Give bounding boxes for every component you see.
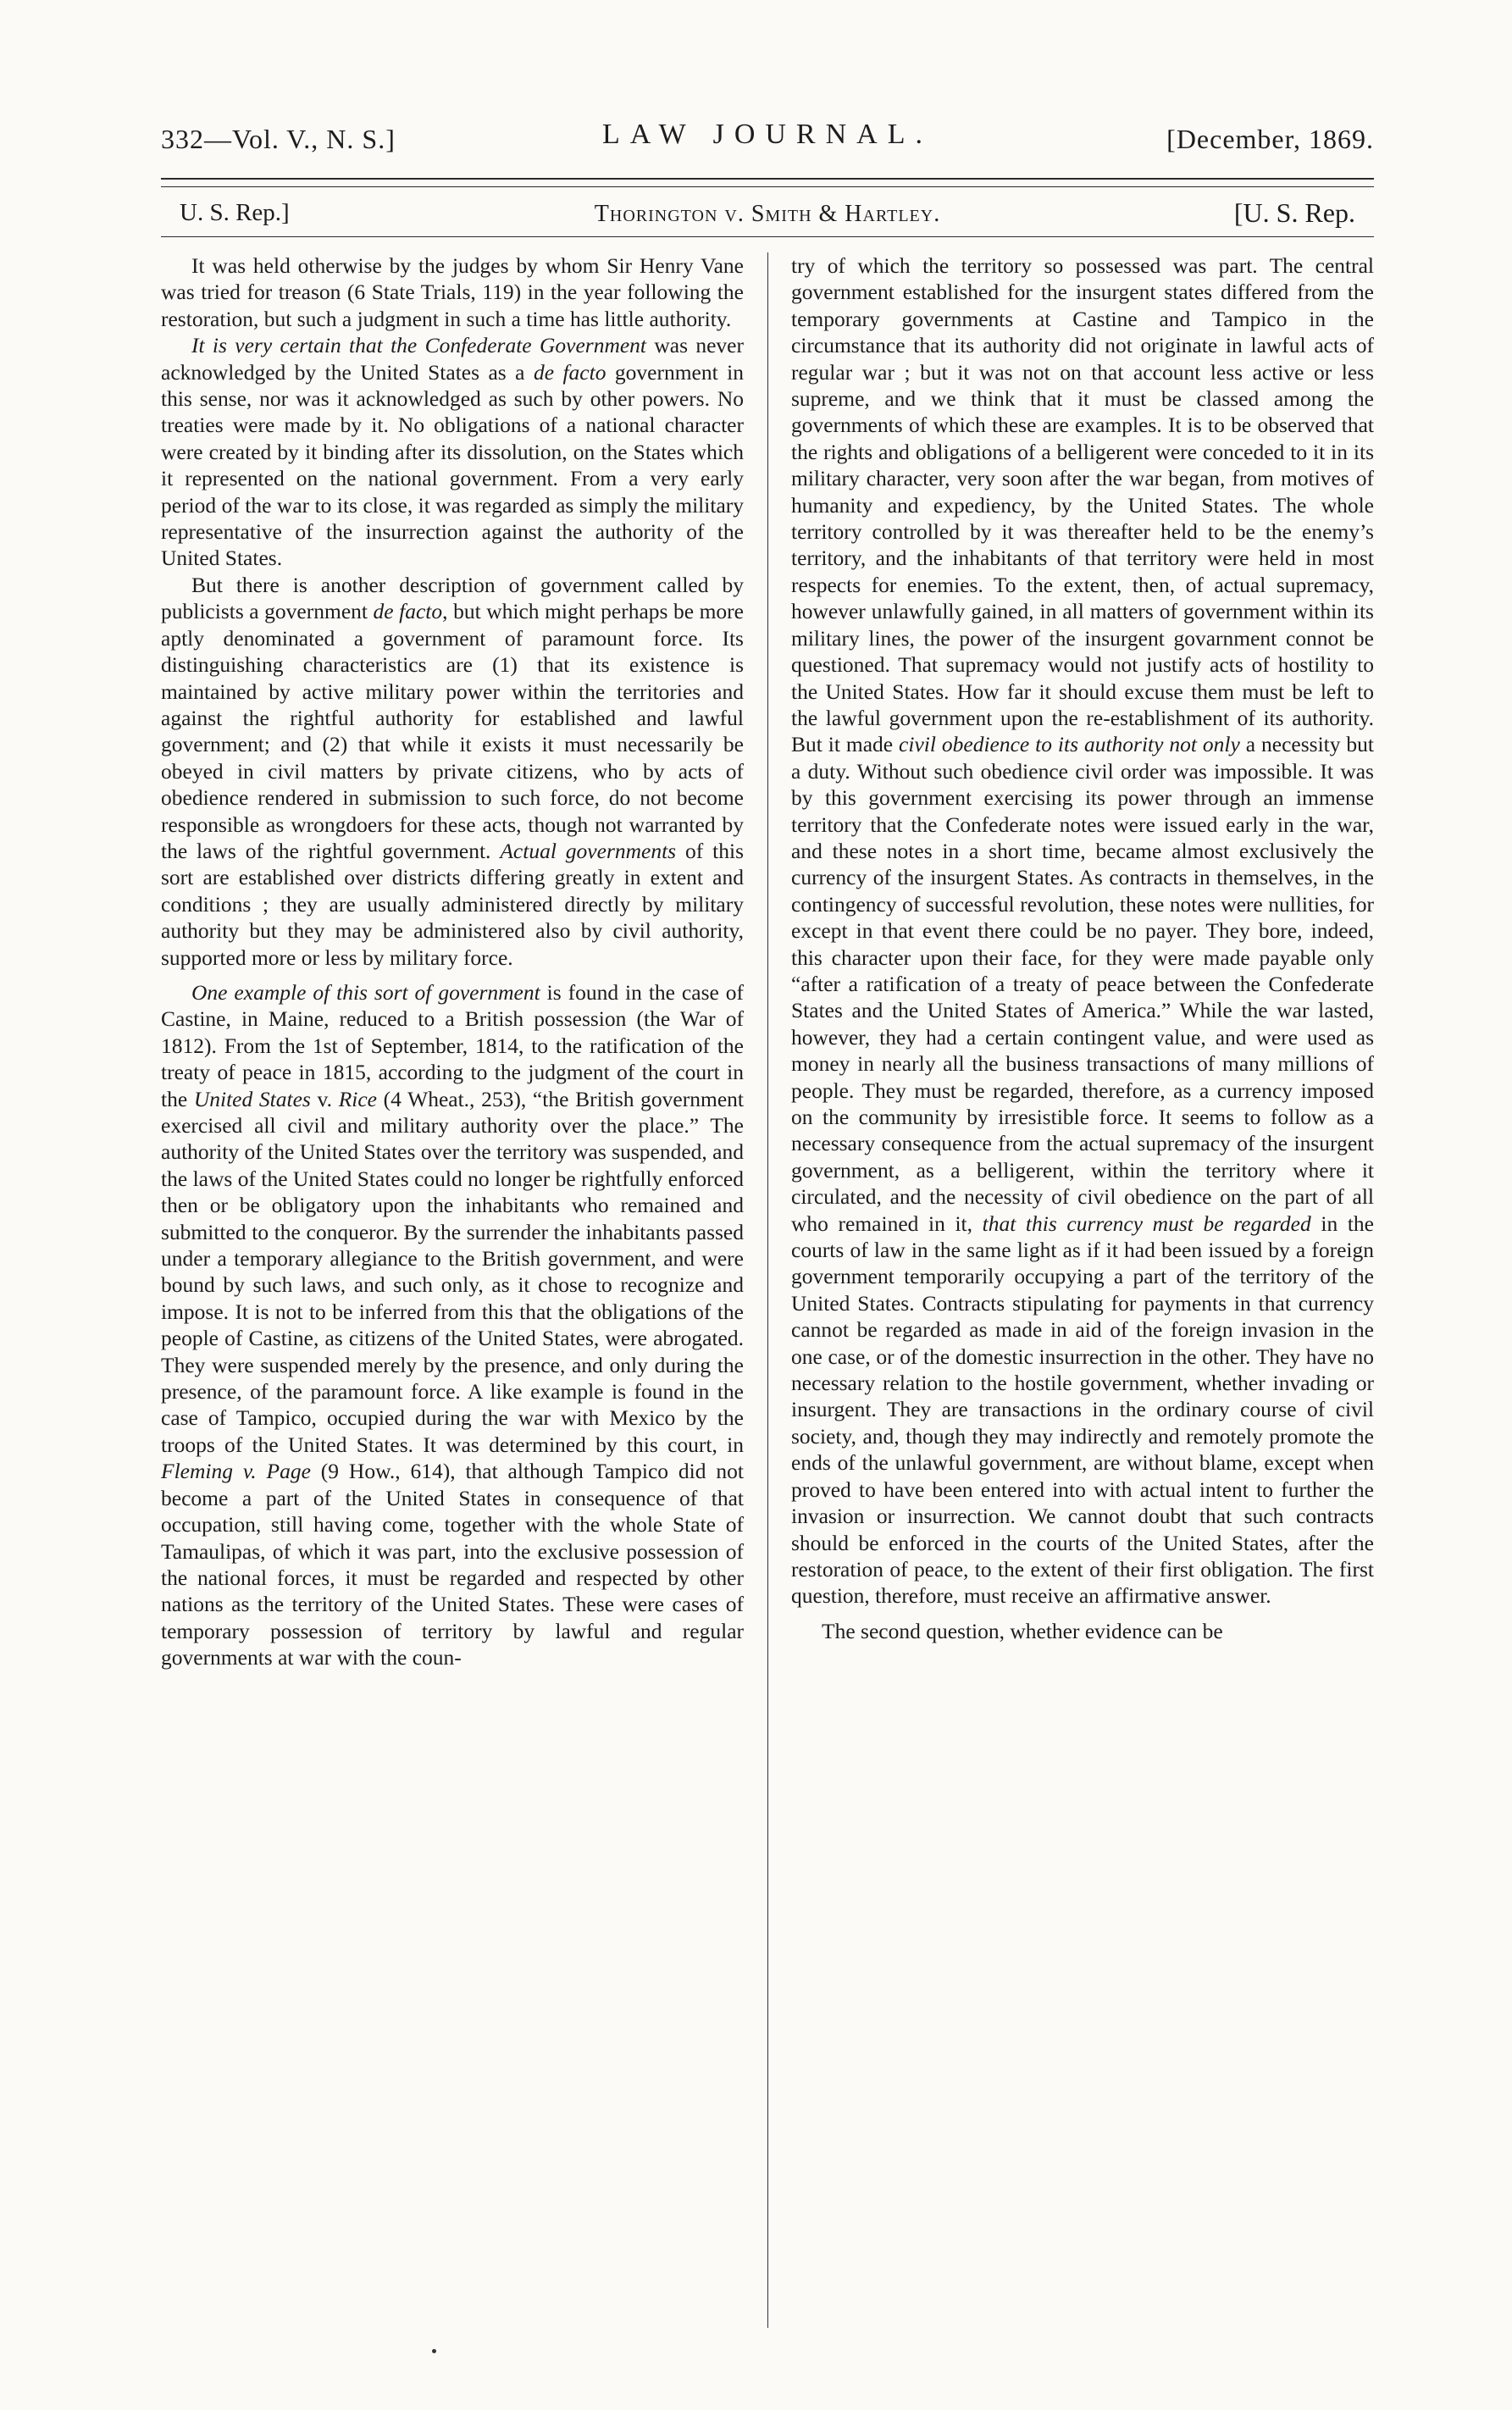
text-span: try of which the territory so possessed was part. The central government established for the insurgent states differed from the temporary governments at Castine and Tampico in the circumstance that its authority did not originate in lawful acts of regular war ; but it was not on that account less active or less supreme, and we think that it must be classed among the governments of which these are examples. It is to be observed that the rights and obligations of a belligerent were conceded to it in its military character, very soon after the war began, from motives of humanity and expediency, by the United States. The whole territory controlled by it was thereafter held to be the enemy’s territory, and the inhabitants of that territory were held in most respects for enemies. To the extent, then, of actual supremacy, however unlawfully gained, in all matters of government within its military lines, the power of the insurgent govarnment connot be questioned. That supremacy would not justify acts of hostility to the United States. How far it should excuse them must be left to the lawful government upon the re-establishment of its authority. But it made	[791, 253, 1374, 757]
case-citation: Rice	[338, 1086, 377, 1111]
case-citation: Fleming v. Page	[161, 1459, 311, 1484]
text-span: (4 Wheat., 253), “the British government exercised all civil and military authority over the place.” The authority of the United States over the territory was suspended, and the laws of the United States could no longer be rightfully enforced then or be obligatory upon the inhabitants who remained and submitted to the conqueror. By the surrender the inhabitants passed under a temporary allegiance to the British government, and were bound by such laws, and such only, as it chose to recognize and impose. It is not to be inferred from this that the obligations of the people of Castine, as citizens of the United States, were abrogated. They were suspended merely by the presence, and only during the presence, of the paramount force. A like example is found in the case of Tampico, occupied during the war with Mexico by the troops of the United States. It was determined by this court, in	[161, 1086, 744, 1457]
reporter-right: [U. S. Rep.	[1233, 197, 1355, 228]
header-volume: 332—Vol. V., N. S.]	[161, 124, 396, 154]
text-span: was never acknowledged by the United States as a	[161, 333, 744, 385]
subheader-rule	[161, 236, 1374, 237]
paragraph	[161, 572, 744, 971]
column-divider	[767, 252, 768, 2328]
paragraph: It was held otherwise by the judges by whom Sir Henry Vane was tried for treason (6 State Trials, 119) in the year following the restoration, but such a judgment in such a time has little authority.	[161, 253, 744, 331]
italic-text: de facto	[533, 359, 606, 385]
header-date: [December, 1869.	[1166, 124, 1374, 154]
text-span: is found in the case of Castine, in Maine, reduced to a British possession (the War of 1812). From the 1st of September, 1814, to the ratification of the treaty of peace in 1815, according to the judgment of the court in the	[161, 979, 744, 1111]
text-span: (9 How., 614), that although Tampico did not become a part of the United States in consequence of that occupation, still having come, together with the whole State of Tamaulipas, of which it was part, into the exclusive possession of the national forces, it must be regarded and respected by other nations as the territory of the United States. These were cases of temporary possession of territory by lawful and regular governments at war with the coun-	[161, 1459, 744, 1670]
text-span: government in this sense, nor was it acknowledged as such by other powers. No treaties were made by it. No obligations of a national character were created by it binding after its dissolution, on the States which it represented on the national government. From a very early period of the war to its close, it was regarded as simply the military representative of the insurrection against the authority of the United States.	[161, 359, 744, 571]
paragraph	[161, 332, 744, 572]
right-column	[791, 252, 1374, 2353]
left-column	[161, 252, 744, 2353]
page-speck	[432, 2349, 436, 2353]
case-title: Thorington v. Smith & Hartley.	[594, 201, 941, 227]
journal-title: LAW JOURNAL.	[602, 119, 933, 150]
text-span: v.	[310, 1086, 339, 1111]
running-header	[161, 119, 1374, 169]
case-header	[161, 187, 1374, 236]
header-double-rule	[161, 178, 1374, 187]
italic-text: that this currency must be regarded	[982, 1211, 1311, 1236]
text-span: of this sort are established over districts differing greatly in extent and conditions ; they are usually administered directly by military authority but they may be administered also by civil authority, supported more or less by military force.	[161, 838, 744, 970]
text-span: in the courts of law in the same light as if it had been issued by a foreign government temporarily occupying a part of the territory of the United States. Contracts stipulating for payments in that currency cannot be regarded as made in aid of the foreign invasion in the one case, or of the domestic insurrection in the other. They have no necessary relation to the hostile government, whether invading or insurgent. They are transactions in the ordinary course of civil society, and, though they may indirectly and remotely promote the ends of the unlawful government, are without blame, except when proved to have been entered into with actual intent to further the invasion or insurrection. We cannot doubt that such contracts should be enforced in the courts of the United States, after the restoration of peace, to the extent of their first obligation. The first question, therefore, must receive an affirmative answer.	[791, 1211, 1374, 1609]
text-span: But there is another description of government called by publicists a government	[161, 572, 744, 624]
body-columns	[161, 252, 1374, 2353]
italic-text: Actual governments	[500, 838, 677, 863]
italic-text: It is very certain that the Confederate Government	[191, 333, 647, 358]
italic-text: de facto	[373, 599, 443, 624]
reporter-left: U. S. Rep.]	[180, 199, 290, 226]
page	[161, 119, 1374, 2372]
case-citation: United States	[193, 1086, 311, 1111]
paragraph: The second question, whether evidence can be	[822, 1618, 1223, 1643]
paragraph	[791, 252, 1374, 1609]
text-span: , but which might perhaps be more aptly denominated a government of paramount force. Its distinguishing characteristics are (1) that its existence is maintained by active military power within the territories and against the rightful authority for established and lawful government; and (2) that while it exists it must necessarily be obeyed in civil matters by private citizens, who by acts of obedience rendered in submission to such force, do not become responsible as wrongdoers for these acts, though not warranted by the laws of the rightful government.	[161, 599, 744, 863]
italic-text: One example of this sort of government	[191, 979, 540, 1005]
text-span: a necessity but a duty. Without such obedience civil order was impossible. It was by this government exercising its power through an immense territory that the Confederate notes were issued early in the war, and these notes in a short time, became almost exclusively the currency of the insurgent States. As contracts in themselves, in the contingency of successful revolution, these notes were nullities, for except in that event there could be no payer. They bore, indeed, this character upon their face, for they were made payable only “after a ratification of a treaty of peace between the Confederate States and the United States of America.” While the war lasted, however, they had a certain contingent value, and were used as money in nearly all the business transactions of many millions of people. They must be regarded, therefore, as a currency imposed on the community by irresistible force. It seems to follow as a necessary consequence from the actual supremacy of the insurgent government, as a belligerent, within the territory where it circulated, and the necessity of civil obedience on the part of all who remained in it,	[791, 732, 1375, 1236]
paragraph	[161, 979, 744, 1671]
italic-text: civil obedience to its authority not only	[899, 732, 1240, 757]
